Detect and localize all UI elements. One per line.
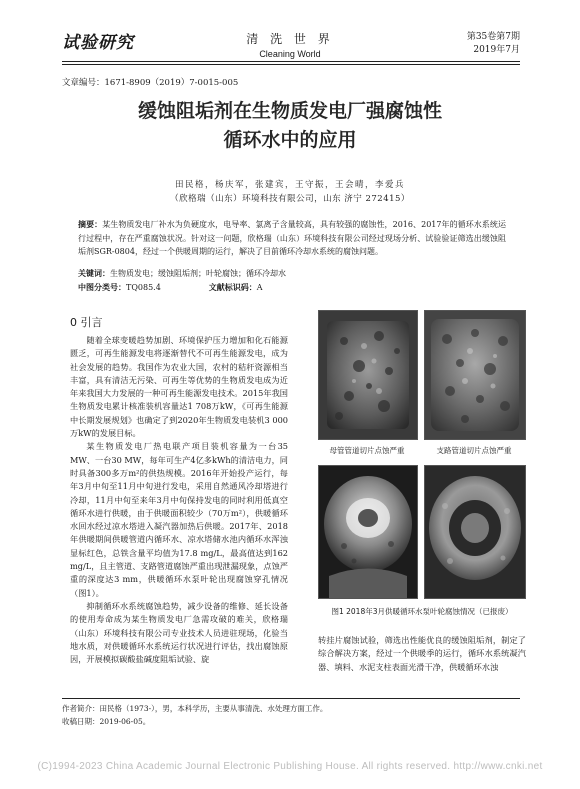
volume-issue: 第35卷第7期 — [466, 32, 520, 42]
clc-value: TQ085.4 — [126, 283, 161, 292]
doc-code-label: 文献标识码： — [208, 283, 257, 292]
keywords — [78, 268, 506, 279]
keywords-text: 生物质发电；缓蚀阻垢剂；叶轮腐蚀；循环冷却水 — [110, 269, 286, 278]
issue-info — [467, 31, 520, 57]
sub-caption-right: 支路管道切片点蚀严重 — [436, 446, 512, 455]
journal-name-en: Cleaning World — [259, 49, 321, 59]
article-title-line1: 缓蚀阻垢剂在生物质发电厂强腐蚀性 — [137, 100, 442, 122]
copyright-watermark: (C)1994-2023 China Academic Journal Electronic Publishing House. All rights reserved. http://www.cnki.net — [37, 761, 543, 772]
abstract-label: 摘要： — [78, 220, 103, 229]
section-label: 试验研究 — [62, 33, 134, 53]
authors: 田民格，杨庆军，张建宾，王守振，王会晴，李爱兵 — [174, 180, 405, 190]
affiliation: （欣格瑞（山东）环境科技有限公司，山东 济宁 272415） — [170, 194, 410, 204]
received-date-footnote: 收稿日期：2019-06-05。 — [62, 717, 151, 726]
footnote-rule — [62, 698, 520, 699]
section-heading: 0 引言 — [70, 316, 103, 329]
journal-name-cn: 清 洗 世 界 — [246, 32, 334, 46]
header-rule — [62, 61, 520, 62]
abstract — [78, 218, 506, 259]
paragraph: 抑制循环水系统腐蚀趋势，减少设备的维修、延长设备的使用寿命成为某生物质发电厂急需攻破的难关，欣格瑞（山东）环境科技有限公司专业技术人员进驻现场，化验当地水质，对供暖循环水系统运行状况进行评估，找出腐蚀原因，开展模拟碳酸盐碱度阻垢试验、旋 — [70, 600, 288, 665]
pipe-section-photo-left — [318, 310, 418, 440]
header-rule-thin — [62, 64, 520, 65]
article-title-line2: 循环水中的应用 — [223, 129, 357, 151]
paragraph: 转挂片腐蚀试验，筛选出性能优良的缓蚀阻垢剂，制定了综合解决方案，经过一个供暖季的运行，循环水系统凝汽器、填料、水泥支柱表面光滑干净，供暖循环水浊 — [318, 635, 526, 672]
keywords-label: 关键词： — [78, 269, 110, 278]
author-intro-footnote: 作者简介：田民格（1973-），男，本科学历，主要从事清洗、水处理方面工作。 — [62, 704, 328, 713]
article-number: 文章编号：1671-8909（2019）7-0015-005 — [62, 78, 239, 88]
issue-date: 2019年7月 — [473, 45, 520, 55]
paragraph: 某生物质发电厂热电联产项目装机容量为一台35 MW、一台30 MW，每年可生产4亿多kWh的清洁电力，同时具备300多万m²的供热规模。2016年开始投产运行，每年3月中旬至11月中旬进行发电，采用自然通风冷却塔进行冷却，11月中旬至来年3月中旬保持发电的同时利用低真空循环水进行供暖，由于供暖面积较少（70万m²），供暖循环水回水经过凉水塔进入凝汽器加热后供暖。2017年、2018年供暖期间供暖管道内循环水、凉水塔储水池内循环水浑浊显标红色，总铁含量平均值为17.8 mg/L，最高值达到162 mg/L，且主管道、支路管道腐蚀严重出现泄漏现象，点蚀严重的深度达3 mm，供暖循环水泵叶轮出现腐蚀穿孔情况（图1）。 — [70, 441, 288, 598]
pipe-section-photo-right — [424, 310, 526, 440]
abstract-text: 某生物质发电厂补水为负硬度水，电导率、氯离子含量较高，具有较强的腐蚀性，2016、2017年的循环水系统运行过程中，存在严重腐蚀状况。针对这一问题，欣格瑞（山东）环境科技有限公司经过现场分析、试验验证筛选出缓蚀阻垢剂SGR-0804，经过一个供暖周期的运行，解决了目前循环冷却水系统的腐蚀问题。 — [78, 220, 506, 256]
clc-label: 中图分类号： — [78, 283, 126, 292]
impeller-photo-right — [424, 465, 526, 599]
body-text-right — [318, 634, 526, 674]
doc-code-value: A — [256, 283, 263, 292]
sub-caption-left: 母管管道切片点蚀严重 — [329, 446, 405, 455]
classification — [78, 282, 311, 293]
impeller-photo-left — [318, 465, 418, 599]
paragraph: 随着全球变暖趋势加剧、环境保护压力增加和化石能源匮乏，可再生能源发电将逐渐替代不可再生能源发电，成为社会发展的趋势。我国作为农业大国，农村的秸秆资源相当丰富，具有清洁无污染、可再生等优势的生物质发电成为近年来我国大力发展的一种可再生能源发电技术。2015年我国生物质发电累计核准装机容量达1 708万kW，《可再生能源中长期发展规划》也确定了到2020年生物质发电装机3 000万kW的发展目标。 — [70, 335, 288, 439]
body-text-left — [70, 334, 288, 666]
figure-caption: 图1 2018年3月供暖循环水泵叶轮腐蚀情况（已报废） — [331, 607, 513, 616]
